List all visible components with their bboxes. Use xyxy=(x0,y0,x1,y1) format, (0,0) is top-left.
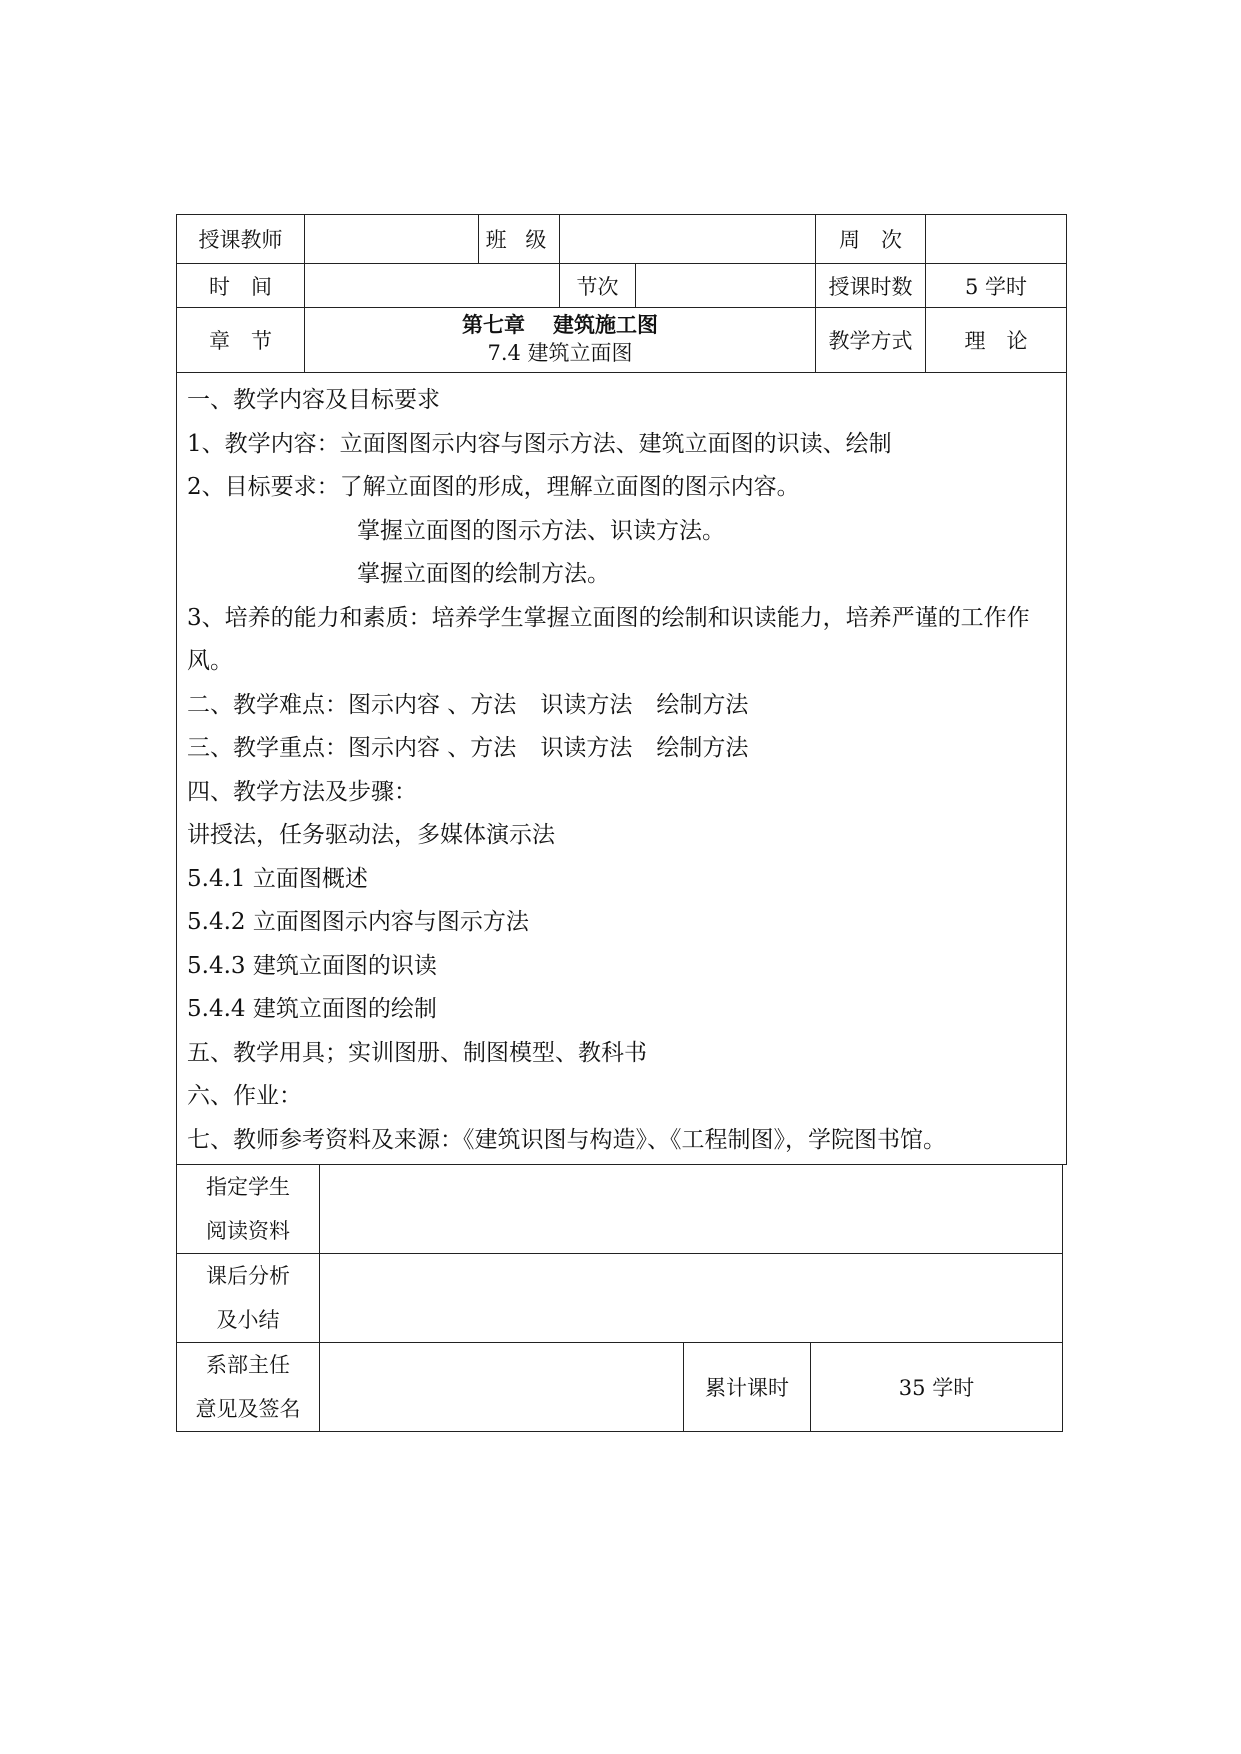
content-line: 五、教学用具；实训图册、制图模型、教科书 xyxy=(187,1039,647,1066)
dept-label-line: 系部主任 xyxy=(206,1352,290,1377)
content-line: 四、教学方法及步骤： xyxy=(187,778,417,805)
content-line: 1、教学内容：立面图图示内容与图示方法、建筑立面图的识读、绘制 xyxy=(187,430,892,457)
dept-label xyxy=(177,1342,320,1431)
method-value: 理 论 xyxy=(926,308,1067,373)
total-hours-value: 35 学时 xyxy=(811,1342,1063,1431)
week-label: 周 次 xyxy=(816,215,926,264)
keypoint-item: 识读方法 xyxy=(540,735,633,761)
chapter-title xyxy=(305,312,815,338)
content-line: 3、培养的能力和素质：培养学生掌握立面图的绘制和识读能力，培养严谨的工作作风。 xyxy=(187,604,1030,674)
header-table xyxy=(176,214,1067,1165)
reading-label xyxy=(177,1164,320,1253)
chapter-label: 章 节 xyxy=(177,308,305,373)
difficulty-item: 绘制方法 xyxy=(656,691,749,718)
content-line: 七、教师参考资料及来源：《建筑识图与构造》、《工程制图》，学院图书馆。 xyxy=(187,1126,946,1153)
reading-field[interactable] xyxy=(320,1164,1063,1253)
total-hours-label: 累计课时 xyxy=(684,1342,811,1431)
week-field[interactable] xyxy=(926,215,1067,264)
header-row-2 xyxy=(177,264,1067,308)
difficulty-item: 识读方法 xyxy=(540,691,633,718)
analysis-label xyxy=(177,1253,320,1342)
keypoint-item: 绘制方法 xyxy=(656,735,749,761)
keypoint-prefix: 三、教学重点：图示内容 、方法 xyxy=(187,735,517,761)
content-cell xyxy=(177,373,1067,1165)
analysis-row xyxy=(177,1253,1063,1342)
time-label: 时 间 xyxy=(177,264,305,308)
dept-label-line: 意见及签名 xyxy=(195,1396,301,1421)
teacher-label: 授课教师 xyxy=(177,215,305,264)
dept-row xyxy=(177,1342,1063,1431)
analysis-field[interactable] xyxy=(320,1253,1063,1342)
lesson-plan-form xyxy=(176,214,1062,1432)
reading-label-line: 阅读资料 xyxy=(206,1218,290,1243)
content-line: 5.4.4 建筑立面图的绘制 xyxy=(187,996,437,1022)
chapter-cell xyxy=(305,308,816,373)
period-label: 节次 xyxy=(560,264,636,308)
content-line: 掌握立面图的图示方法、识读方法。 xyxy=(357,517,725,544)
header-row-1 xyxy=(177,215,1067,264)
chapter-number: 第七章 xyxy=(462,312,525,337)
reading-row xyxy=(177,1164,1063,1253)
analysis-label-line: 及小结 xyxy=(216,1307,280,1332)
content-line: 5.4.3 建筑立面图的识读 xyxy=(187,952,437,979)
header-row-3 xyxy=(177,308,1067,373)
content-line: 5.4.2 立面图图示内容与图示方法 xyxy=(187,909,529,935)
difficulty-line xyxy=(187,684,1056,728)
content-line: 5.4.1 立面图概述 xyxy=(187,865,368,892)
hours-value: 5 学时 xyxy=(926,264,1067,308)
class-label: 班 级 xyxy=(479,215,560,264)
content-heading-1: 一、教学内容及目标要求 xyxy=(187,387,440,413)
content-row xyxy=(177,373,1067,1165)
method-label: 教学方式 xyxy=(816,308,926,373)
content-line: 2、目标要求：了解立面图的形成，理解立面图的图示内容。 xyxy=(187,474,800,500)
period-field[interactable] xyxy=(636,264,816,308)
footer-table xyxy=(176,1164,1063,1432)
hours-label: 授课时数 xyxy=(816,264,926,308)
keypoint-line xyxy=(187,727,1056,771)
class-field[interactable] xyxy=(560,215,816,264)
time-field[interactable] xyxy=(305,264,560,308)
content-line: 讲授法，任务驱动法，多媒体演示法 xyxy=(187,822,555,848)
difficulty-prefix: 二、教学难点：图示内容 、方法 xyxy=(187,691,517,718)
dept-field[interactable] xyxy=(320,1342,684,1431)
analysis-label-line: 课后分析 xyxy=(206,1263,290,1288)
reading-label-line: 指定学生 xyxy=(206,1174,290,1199)
chapter-name: 建筑施工图 xyxy=(553,312,658,337)
section-title: 7.4 建筑立面图 xyxy=(487,341,633,365)
content-line: 六、作业： xyxy=(187,1083,302,1109)
teacher-field[interactable] xyxy=(305,215,479,264)
content-line: 掌握立面图的绘制方法。 xyxy=(357,561,610,587)
